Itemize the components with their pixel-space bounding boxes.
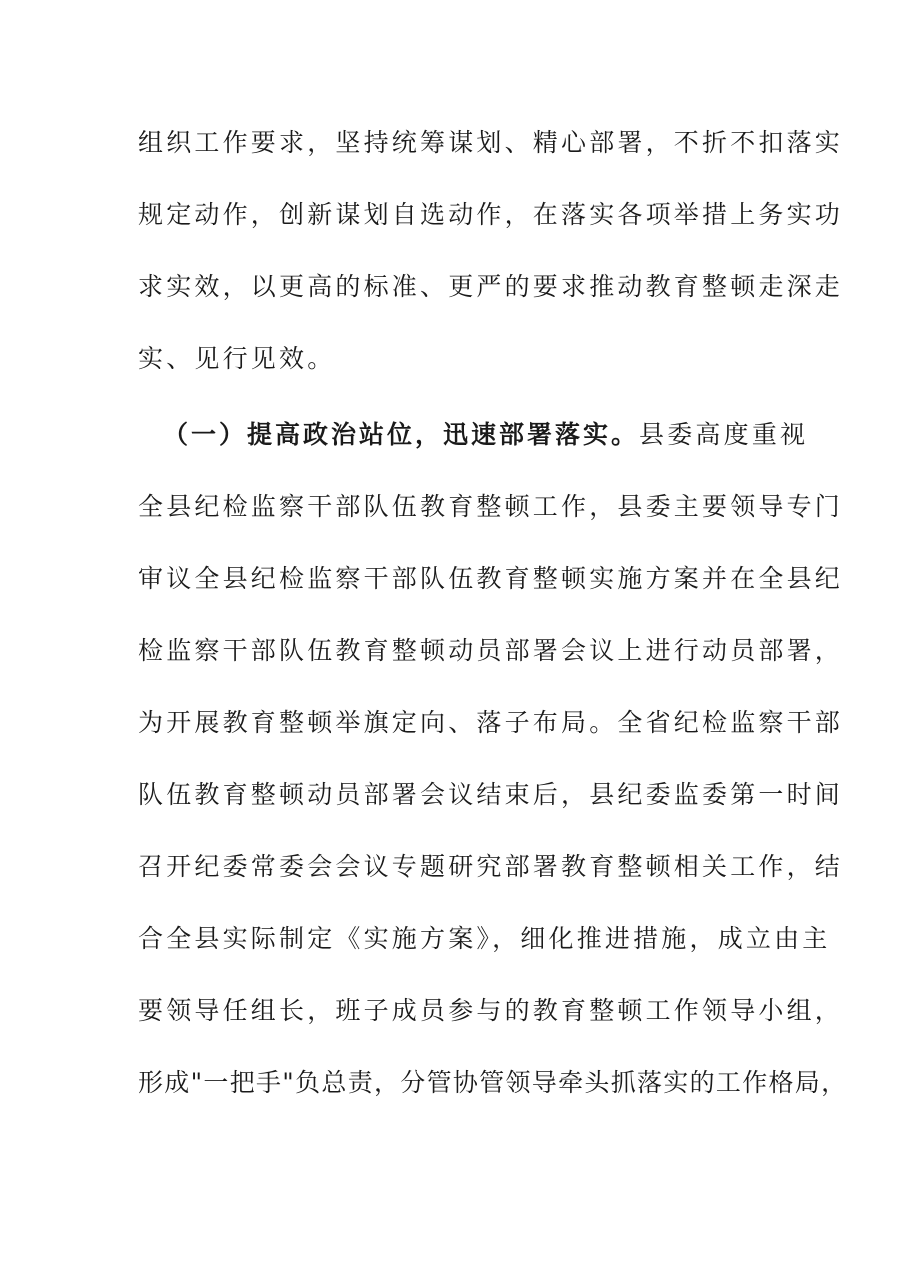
- paragraph-line: 检监察干部队伍教育整顿动员部署会议上进行动员部署，: [138, 636, 844, 665]
- section-heading: （一）提高政治站位，迅速部署落实。: [163, 420, 640, 449]
- paragraph-line: 队伍教育整顿动员部署会议结束后，县纪委监委第一时间: [138, 780, 844, 809]
- paragraph-line: 求实效，以更高的标准、更严的要求推动教育整顿走深走: [138, 272, 844, 301]
- paragraph-line: 形成"一把手"负总责，分管协管领导牵头抓落实的工作格局，: [138, 1068, 848, 1097]
- paragraph-line: 组织工作要求，坚持统筹谋划、精心部署，不折不扣落实: [138, 128, 844, 157]
- paragraph-line: 为开展教育整顿举旗定向、落子布局。全省纪检监察干部: [138, 708, 844, 737]
- paragraph-text: 县委高度重视: [639, 420, 809, 449]
- paragraph-line: 全县纪检监察干部队伍教育整顿工作，县委主要领导专门: [138, 492, 844, 521]
- paragraph-line: 要领导任组长，班子成员参与的教育整顿工作领导小组，: [138, 996, 844, 1025]
- paragraph-line: 审议全县纪检监察干部队伍教育整顿实施方案并在全县纪: [138, 564, 844, 593]
- paragraph-line: 实、见行见效。: [138, 344, 336, 373]
- paragraph-line: 合全县实际制定《实施方案》，细化推进措施，成立由主: [138, 924, 831, 953]
- paragraph-line: 规定动作，创新谋划自选动作，在落实各项举措上务实功: [138, 200, 844, 229]
- section-heading-line: [163, 419, 809, 451]
- paragraph-line: 召开纪委常委会会议专题研究部署教育整顿相关工作，结: [138, 852, 844, 881]
